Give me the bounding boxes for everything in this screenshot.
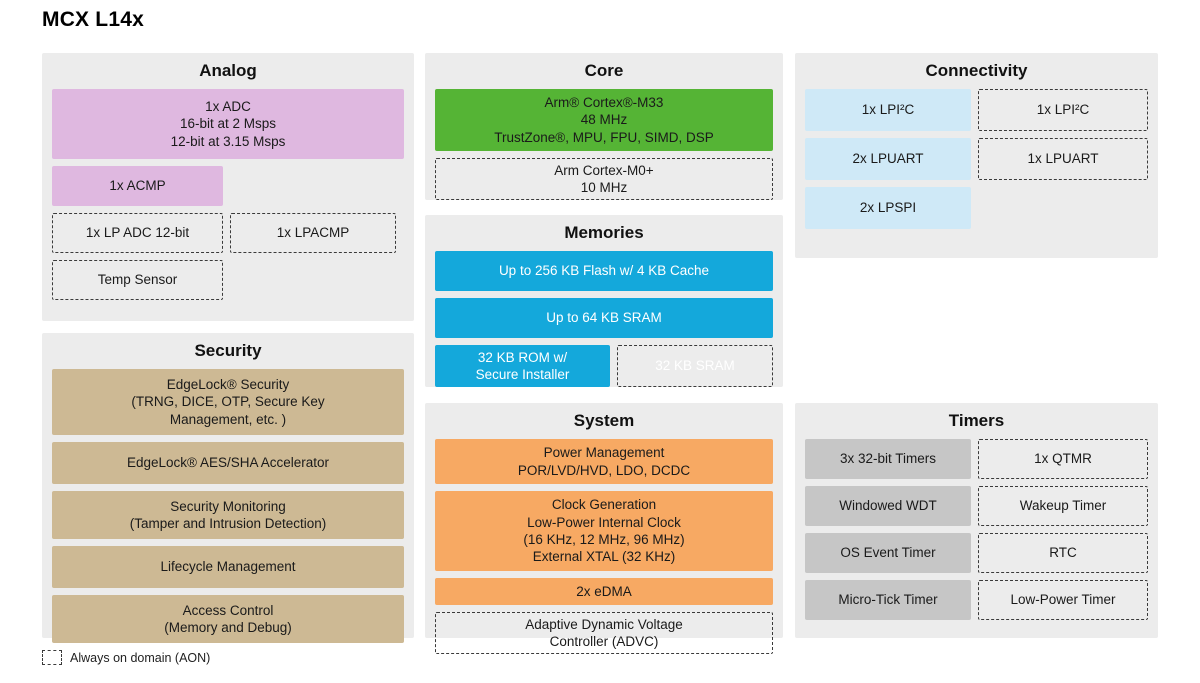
block-cortex-m33-line3: TrustZone®, MPU, FPU, SIMD, DSP — [494, 129, 714, 145]
block-sram-32kb[interactable]: 32 KB SRAM — [617, 345, 773, 387]
block-lpspi[interactable]: 2x LPSPI — [805, 187, 971, 229]
block-adc-line1: 1x ADC — [205, 99, 251, 115]
panel-title-security: Security — [194, 341, 262, 360]
block-lpuart-aon[interactable]: 1x LPUART — [978, 138, 1148, 180]
block-advc-line2: Controller (ADVC) — [549, 634, 659, 649]
block-lifecycle-management[interactable]: Lifecycle Management — [52, 546, 404, 588]
block-lp-adc-12bit[interactable]: 1x LP ADC 12-bit — [52, 213, 223, 253]
panel-timers — [795, 403, 1158, 638]
block-power-management-line2: POR/LVD/HVD, LDO, DCDC — [517, 462, 691, 478]
block-clock-generation-line3: (16 KHz, 12 MHz, 96 MHz) — [523, 532, 685, 547]
block-security-monitoring-line2: (Tamper and Intrusion Detection) — [129, 516, 327, 531]
panel-system-blocks — [425, 439, 783, 664]
block-cortex-m0plus-line2: 10 MHz — [580, 180, 628, 195]
panel-connectivity — [795, 53, 1158, 258]
block-lpi2c-aon[interactable]: 1x LPI²C — [978, 89, 1148, 131]
block-temp-sensor[interactable]: Temp Sensor — [52, 260, 223, 300]
block-edgelock-security-line2: (TRNG, DICE, OTP, Secure Key — [131, 394, 325, 410]
block-edgelock-security-line3: Management, etc. ) — [169, 411, 287, 427]
panel-title-connectivity: Connectivity — [925, 61, 1028, 80]
block-clock-generation-line4: External XTAL (32 KHz) — [532, 549, 676, 565]
block-cortex-m0plus-line1: Arm Cortex-M0+ — [554, 162, 654, 178]
block-adc[interactable] — [52, 89, 404, 159]
block-low-power-timer[interactable]: Low-Power Timer — [978, 580, 1148, 620]
block-access-control[interactable] — [52, 595, 404, 643]
block-security-monitoring[interactable] — [52, 491, 404, 539]
analog-row-temp — [52, 260, 404, 300]
panel-title-analog: Analog — [199, 61, 257, 80]
block-access-control-line2: (Memory and Debug) — [164, 620, 292, 635]
panel-core — [425, 53, 783, 200]
connectivity-row-i2c — [805, 89, 1148, 131]
timers-row-1 — [805, 439, 1148, 479]
panel-memories-blocks — [425, 251, 783, 397]
block-micro-tick-timer[interactable]: Micro-Tick Timer — [805, 580, 971, 620]
block-power-management[interactable] — [435, 439, 773, 484]
block-cortex-m33[interactable] — [435, 89, 773, 151]
block-clock-generation-line2: Low-Power Internal Clock — [527, 514, 681, 530]
block-os-event-timer[interactable]: OS Event Timer — [805, 533, 971, 573]
block-clock-generation[interactable] — [435, 491, 773, 571]
block-edgelock-security[interactable] — [52, 369, 404, 435]
legend-label: Always on domain (AON) — [70, 650, 211, 665]
block-lpuart-2x[interactable]: 2x LPUART — [805, 138, 971, 180]
panel-security — [42, 333, 414, 638]
block-windowed-wdt[interactable]: Windowed WDT — [805, 486, 971, 526]
block-advc-line1: Adaptive Dynamic Voltage — [525, 616, 683, 632]
panel-core-blocks — [425, 89, 783, 210]
block-flash[interactable]: Up to 256 KB Flash w/ 4 KB Cache — [435, 251, 773, 291]
panel-analog — [42, 53, 414, 321]
block-security-monitoring-line1: Security Monitoring — [170, 498, 286, 514]
panel-security-blocks — [42, 369, 414, 653]
block-aes-sha-accelerator[interactable]: EdgeLock® AES/SHA Accelerator — [52, 442, 404, 484]
panel-title-timers: Timers — [948, 411, 1005, 430]
panel-title-memories: Memories — [564, 223, 644, 242]
block-access-control-line1: Access Control — [182, 602, 274, 618]
block-sram-64kb[interactable]: Up to 64 KB SRAM — [435, 298, 773, 338]
legend — [42, 650, 210, 665]
block-adc-line2: 16-bit at 2 Msps — [179, 116, 277, 132]
panel-title-system: System — [573, 411, 635, 430]
block-edma[interactable]: 2x eDMA — [435, 578, 773, 605]
timers-row-4 — [805, 580, 1148, 620]
connectivity-row-spi — [805, 187, 1148, 229]
block-cortex-m33-line1: Arm® Cortex®-M33 — [544, 95, 664, 111]
analog-row-acmp — [52, 166, 404, 206]
block-lpacmp[interactable]: 1x LPACMP — [230, 213, 396, 253]
panel-title-core: Core — [584, 61, 624, 80]
block-acmp[interactable]: 1x ACMP — [52, 166, 223, 206]
block-rom-line2: Secure Installer — [475, 367, 570, 382]
panel-analog-blocks — [42, 89, 414, 310]
dashed-border-swatch — [42, 650, 62, 665]
block-edgelock-security-line1: EdgeLock® Security — [166, 377, 290, 393]
block-rom-secure-installer[interactable] — [435, 345, 610, 387]
page-title: MCX L14x — [42, 8, 144, 31]
panel-memories — [425, 215, 783, 387]
panel-connectivity-blocks — [795, 89, 1158, 239]
connectivity-row-uart — [805, 138, 1148, 180]
block-advc[interactable] — [435, 612, 773, 654]
panel-system — [425, 403, 783, 649]
analog-row-lpadc — [52, 213, 404, 253]
memories-row-rom — [435, 345, 773, 387]
timers-row-2 — [805, 486, 1148, 526]
timers-row-3 — [805, 533, 1148, 573]
block-32bit-timers[interactable]: 3x 32-bit Timers — [805, 439, 971, 479]
block-power-management-line1: Power Management — [543, 445, 665, 461]
block-rom-line1: 32 KB ROM w/ — [477, 349, 568, 365]
block-cortex-m33-line2: 48 MHz — [580, 112, 628, 128]
block-wakeup-timer[interactable]: Wakeup Timer — [978, 486, 1148, 526]
block-adc-line3: 12-bit at 3.15 Msps — [170, 133, 286, 149]
block-cortex-m0plus[interactable] — [435, 158, 773, 200]
block-qtmr[interactable]: 1x QTMR — [978, 439, 1148, 479]
block-rtc[interactable]: RTC — [978, 533, 1148, 573]
block-clock-generation-line1: Clock Generation — [551, 497, 657, 513]
panel-timers-blocks — [795, 439, 1158, 630]
block-lpi2c-1[interactable]: 1x LPI²C — [805, 89, 971, 131]
